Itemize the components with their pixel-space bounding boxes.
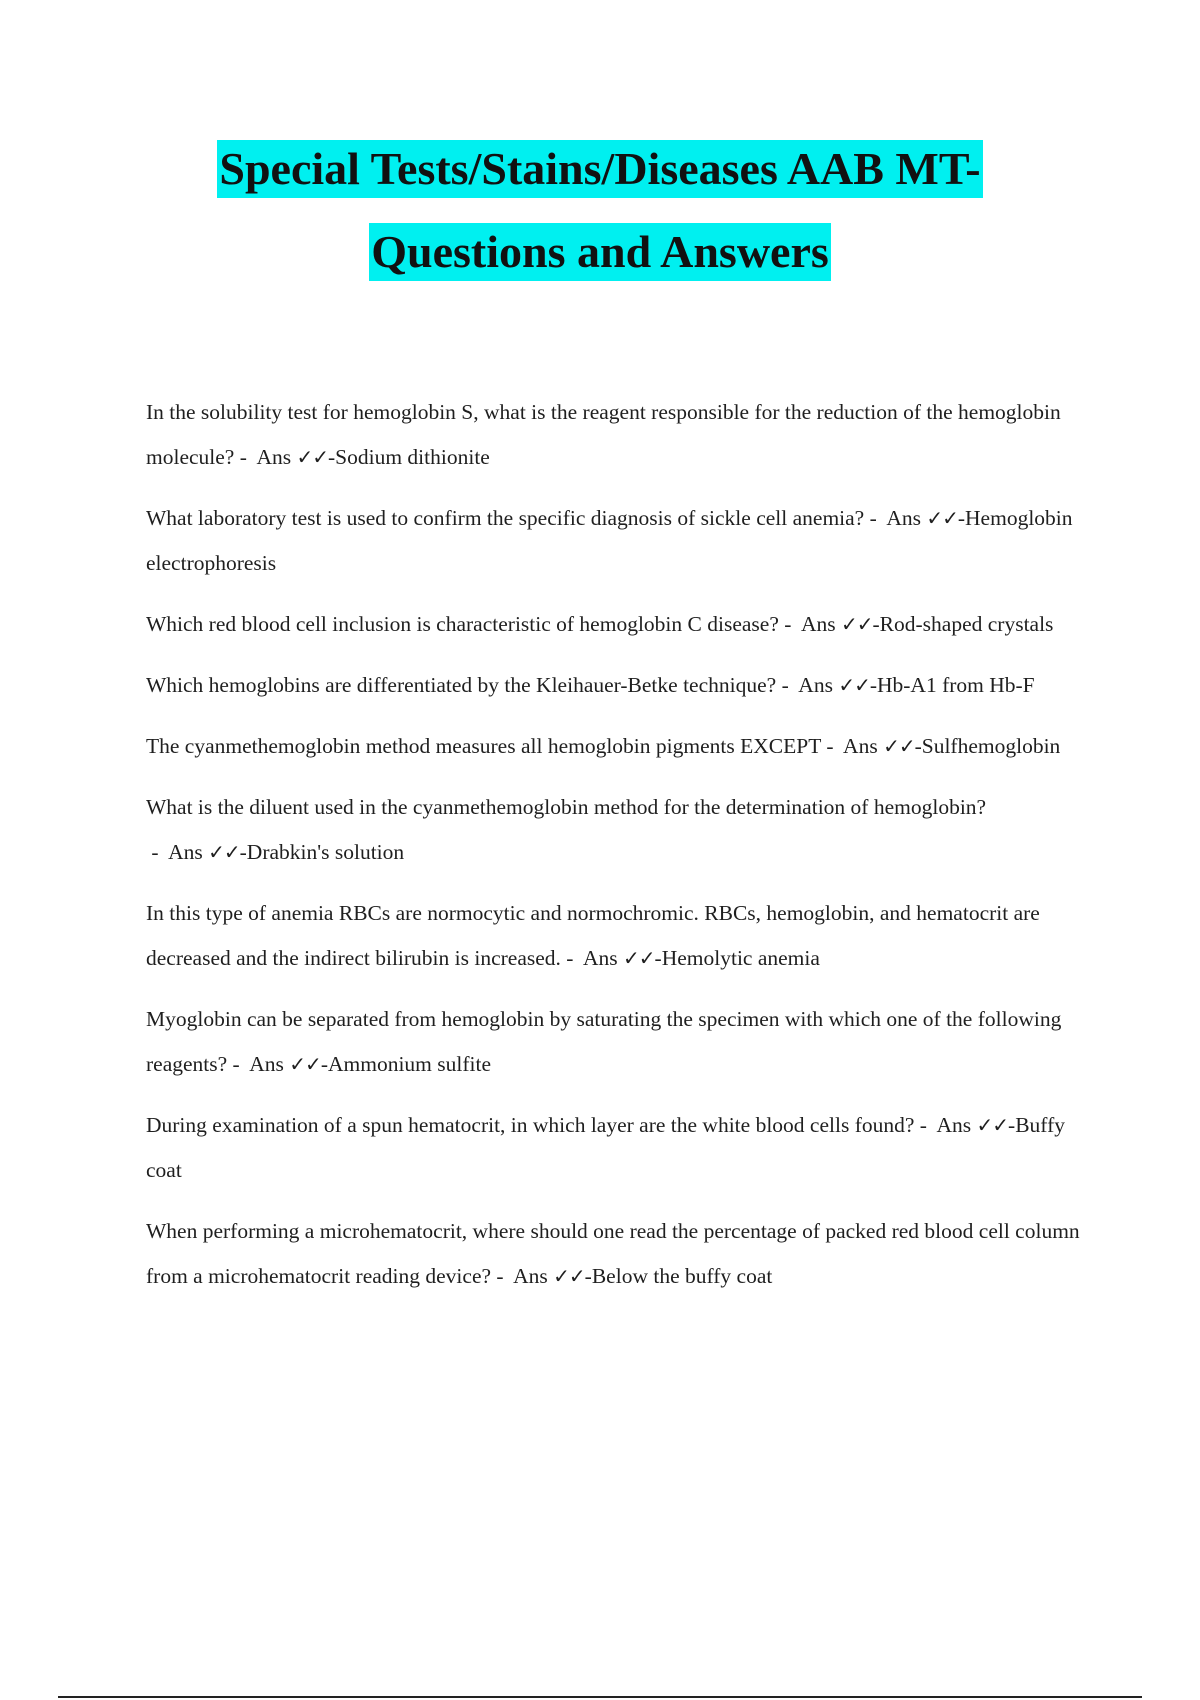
answer-text: -Sulfhemoglobin	[914, 734, 1061, 758]
double-check-icon: ✓✓	[841, 612, 873, 636]
ans-label: - Ans	[776, 673, 839, 697]
ans-label: - Ans	[560, 946, 624, 970]
answer-text: -Hemoglobin electrophoresis	[146, 506, 1073, 575]
answer-text: -Hb-A1 from Hb-F	[869, 673, 1035, 697]
question-text: In the solubility test for hemoglobin S, what is the reagent responsible for the reduction of the hemoglobin molecule?	[146, 400, 1061, 469]
qa-item-1	[146, 390, 1081, 480]
question-text: What laboratory test is used to confirm the specific diagnosis of sickle cell anemia?	[146, 506, 865, 530]
double-check-icon: ✓✓	[553, 1264, 585, 1288]
ans-label: - Ans	[778, 612, 841, 636]
footer-divider	[58, 1696, 1142, 1698]
question-text: Myoglobin can be separated from hemoglobin by saturating the specimen with which one of the following reagents?	[146, 1007, 1062, 1076]
question-text: What is the diluent used in the cyanmethemoglobin method for the determination of hemoglobin?	[146, 795, 987, 819]
answer-text: -Sodium dithionite	[327, 445, 490, 469]
ans-label: - Ans	[491, 1264, 554, 1288]
qa-item-2	[146, 496, 1081, 586]
title-line-2: Questions and Answers	[369, 223, 831, 281]
question-text: Which red blood cell inclusion is characteristic of hemoglobin C disease?	[146, 612, 779, 636]
answer-text: -Drabkin's solution	[239, 840, 405, 864]
qa-item-5	[146, 724, 1081, 769]
qa-item-6	[146, 785, 1081, 875]
double-check-icon: ✓✓	[926, 506, 958, 530]
double-check-icon: ✓✓	[976, 1113, 1009, 1137]
question-text: The cyanmethemoglobin method measures all hemoglobin pigments EXCEPT	[146, 734, 821, 758]
question-text: During examination of a spun hematocrit, in which layer are the white blood cells found?	[146, 1113, 915, 1137]
ans-label: - Ans	[227, 1052, 290, 1076]
double-check-icon: ✓✓	[883, 734, 915, 758]
qa-item-8	[146, 997, 1081, 1087]
double-check-icon: ✓✓	[289, 1052, 321, 1076]
double-check-icon: ✓✓	[296, 445, 328, 469]
question-text: When performing a microhematocrit, where should one read the percentage of packed red blood cell column from a microhematocrit reading device?	[146, 1219, 1080, 1288]
question-text: In this type of anemia RBCs are normocytic and normochromic. RBCs, hemoglobin, and hematocrit are decreased and the indirect bilirubin is increased.	[146, 901, 1040, 970]
ans-label: - Ans	[234, 445, 297, 469]
title-line-1: Special Tests/Stains/Diseases AAB MT-	[217, 140, 982, 198]
answer-text: -Below the buffy coat	[584, 1264, 773, 1288]
answer-text: -Hemolytic anemia	[654, 946, 820, 970]
double-check-icon: ✓✓	[208, 840, 240, 864]
answer-text: -Ammonium sulfite	[320, 1052, 492, 1076]
qa-item-9	[146, 1103, 1081, 1193]
document-title	[0, 140, 1200, 306]
qa-list	[146, 390, 1081, 1315]
answer-text: -Buffy coat	[146, 1113, 1065, 1182]
qa-item-4	[146, 663, 1081, 708]
double-check-icon: ✓✓	[838, 673, 870, 697]
question-text: Which hemoglobins are differentiated by the Kleihauer-Betke technique?	[146, 673, 777, 697]
ans-label: - Ans	[146, 840, 209, 864]
ans-label: - Ans	[864, 506, 927, 530]
ans-label: - Ans	[820, 734, 884, 758]
qa-item-7	[146, 891, 1081, 981]
qa-item-10	[146, 1209, 1081, 1299]
double-check-icon: ✓✓	[623, 946, 655, 970]
qa-item-3	[146, 602, 1081, 647]
answer-text: -Rod-shaped crystals	[872, 612, 1054, 636]
ans-label: - Ans	[914, 1113, 977, 1137]
